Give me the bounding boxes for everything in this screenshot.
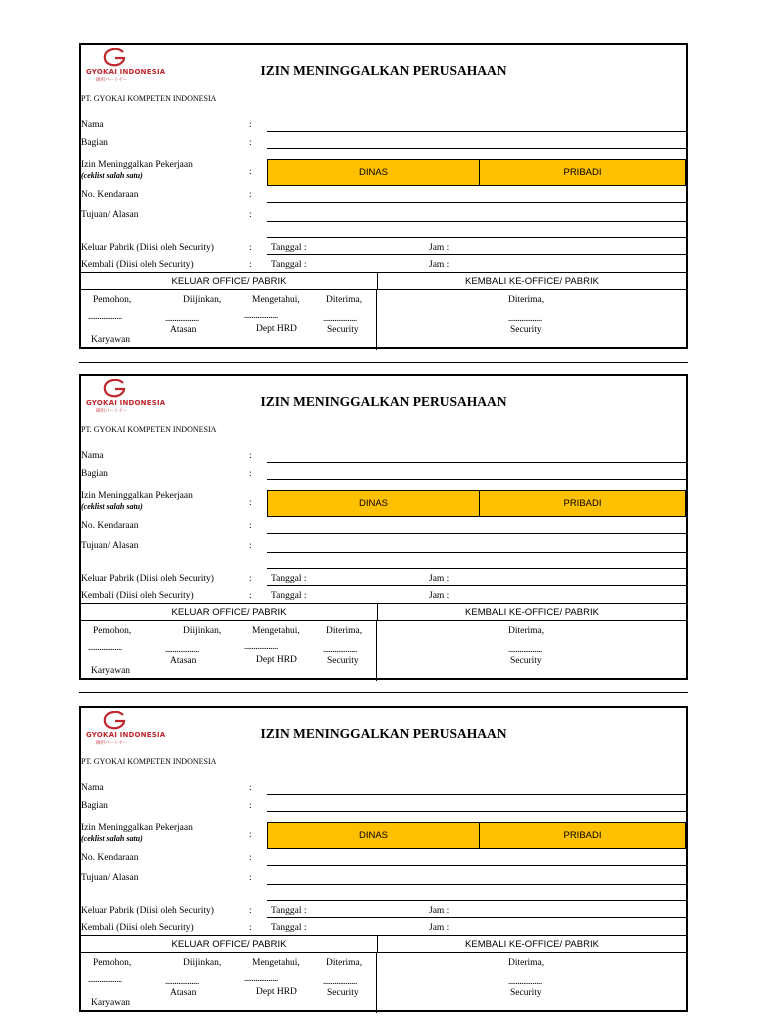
sig-security: Security [327, 656, 359, 666]
header-keluar: KELUAR OFFICE/ PABRIK [81, 272, 378, 290]
permit-form-3 [79, 706, 688, 1012]
sig-security-dots[interactable]: .................. [323, 977, 357, 987]
sig-hrd-dots[interactable]: .................. [244, 642, 278, 652]
company-name: PT. GYOKAI KOMPETEN INDONESIA [81, 425, 217, 434]
label-nama: Nama [81, 451, 104, 461]
field-tujuan-line-1[interactable] [267, 884, 686, 885]
field-tujuan-line-2[interactable] [267, 237, 686, 238]
colon: : [249, 210, 252, 220]
colon: : [249, 138, 252, 148]
column-divider [376, 290, 377, 350]
logo-wordmark: GYOKAI INDONESIA [86, 68, 166, 76]
colon: : [249, 469, 252, 479]
field-kendaraan-line[interactable] [267, 865, 686, 866]
colon: : [249, 521, 252, 531]
sig-diterima-kembali-label: Diterima, [508, 295, 545, 305]
colon: : [249, 574, 252, 584]
option-pribadi[interactable]: PRIBADI [479, 490, 686, 517]
sig-karyawan: Karyawan [91, 998, 131, 1008]
field-nama-line[interactable] [267, 794, 686, 795]
sig-diijinkan-label: Diijinkan, [183, 626, 222, 636]
sig-pemohon-dots[interactable]: .................. [88, 312, 122, 322]
column-divider [376, 953, 377, 1013]
field-kendaraan-line[interactable] [267, 533, 686, 534]
sig-diterima-kembali-label: Diterima, [508, 958, 545, 968]
label-izin-note: (ceklist salah satu) [81, 171, 143, 180]
sig-security: Security [327, 988, 359, 998]
header-keluar: KELUAR OFFICE/ PABRIK [81, 935, 378, 953]
sig-security-dots[interactable]: .................. [323, 645, 357, 655]
label-tujuan: Tujuan/ Alasan [81, 541, 139, 551]
field-tujuan-line-1[interactable] [267, 552, 686, 553]
sig-karyawan: Karyawan [91, 666, 131, 676]
logo-subtitle: 御用パートナー [96, 409, 128, 414]
form-title: IZIN MENINGGALKAN PERUSAHAAN [260, 394, 507, 409]
sig-atasan: Atasan [170, 656, 197, 666]
label-keluar: Keluar Pabrik (Diisi oleh Security) [81, 574, 214, 584]
sig-mengetahui-label: Mengetahui, [252, 626, 300, 636]
sig-mengetahui-label: Mengetahui, [252, 295, 300, 305]
sig-pemohon-label: Pemohon, [93, 958, 132, 968]
field-nama-line[interactable] [267, 462, 686, 463]
label-tujuan: Tujuan/ Alasan [81, 873, 139, 883]
sig-dept-hrd: Dept HRD [256, 655, 297, 665]
sig-security: Security [327, 325, 359, 335]
sig-diterima-kembali-label: Diterima, [508, 626, 545, 636]
sig-pemohon-label: Pemohon, [93, 295, 132, 305]
label-tanggal: Tanggal : [271, 591, 307, 601]
logo-subtitle: 御用パートナー [96, 741, 128, 746]
label-keluar: Keluar Pabrik (Diisi oleh Security) [81, 243, 214, 253]
sig-karyawan: Karyawan [91, 335, 131, 345]
cut-line-1 [79, 362, 688, 363]
sig-pemohon-label: Pemohon, [93, 626, 132, 636]
sig-security-kembali: Security [510, 656, 542, 666]
cut-line-2 [79, 692, 688, 693]
field-bagian-line[interactable] [267, 811, 686, 812]
sig-diijinkan-label: Diijinkan, [183, 295, 222, 305]
label-tanggal: Tanggal : [271, 923, 307, 933]
field-keluar-line[interactable] [267, 254, 686, 255]
sig-diterima-label: Diterima, [326, 626, 363, 636]
colon: : [249, 541, 252, 551]
label-jam: Jam : [429, 243, 450, 253]
label-izin: Izin Meninggalkan Pekerjaan [81, 491, 193, 501]
label-kendaraan: No. Kendaraan [81, 190, 139, 200]
form-title: IZIN MENINGGALKAN PERUSAHAAN [260, 726, 507, 741]
sig-hrd-dots[interactable]: .................. [244, 311, 278, 321]
sig-atasan-dots[interactable]: .................. [165, 314, 199, 324]
label-kendaraan: No. Kendaraan [81, 853, 139, 863]
sig-security-kembali-dots[interactable]: .................. [508, 977, 542, 987]
option-dinas[interactable]: DINAS [267, 159, 480, 186]
label-bagian: Bagian [81, 138, 108, 148]
sig-pemohon-dots[interactable]: .................. [88, 643, 122, 653]
company-name: PT. GYOKAI KOMPETEN INDONESIA [81, 94, 217, 103]
field-kendaraan-line[interactable] [267, 202, 686, 203]
sig-dept-hrd: Dept HRD [256, 324, 297, 334]
colon: : [249, 591, 252, 601]
form-title: IZIN MENINGGALKAN PERUSAHAAN [260, 63, 507, 78]
company-name: PT. GYOKAI KOMPETEN INDONESIA [81, 757, 217, 766]
option-dinas[interactable]: DINAS [267, 490, 480, 517]
sig-security-kembali-dots[interactable]: .................. [508, 645, 542, 655]
label-bagian: Bagian [81, 801, 108, 811]
label-kembali: Kembali (Diisi oleh Security) [81, 923, 194, 933]
permit-form-2 [79, 374, 688, 680]
header-kembali: KEMBALI KE-OFFICE/ PABRIK [378, 272, 686, 290]
label-jam: Jam : [429, 591, 450, 601]
colon: : [249, 873, 252, 883]
colon: : [249, 830, 252, 840]
field-bagian-line[interactable] [267, 148, 686, 149]
field-tujuan-line-2[interactable] [267, 568, 686, 569]
label-kembali: Kembali (Diisi oleh Security) [81, 591, 194, 601]
label-izin-note: (ceklist salah satu) [81, 834, 143, 843]
field-nama-line[interactable] [267, 131, 686, 132]
header-keluar: KELUAR OFFICE/ PABRIK [81, 603, 378, 621]
label-keluar: Keluar Pabrik (Diisi oleh Security) [81, 906, 214, 916]
label-nama: Nama [81, 783, 104, 793]
logo-wordmark: GYOKAI INDONESIA [86, 399, 166, 407]
field-keluar-line[interactable] [267, 917, 686, 918]
sig-atasan-dots[interactable]: .................. [165, 977, 199, 987]
colon: : [249, 167, 252, 177]
header-kembali: KEMBALI KE-OFFICE/ PABRIK [378, 935, 686, 953]
field-bagian-line[interactable] [267, 479, 686, 480]
label-izin: Izin Meninggalkan Pekerjaan [81, 160, 193, 170]
sig-diijinkan-label: Diijinkan, [183, 958, 222, 968]
logo-subtitle: 御用パートナー [96, 78, 128, 83]
logo-wordmark: GYOKAI INDONESIA [86, 731, 166, 739]
colon: : [249, 783, 252, 793]
colon: : [249, 120, 252, 130]
label-tanggal: Tanggal : [271, 574, 307, 584]
label-jam: Jam : [429, 260, 450, 270]
field-tujuan-line-2[interactable] [267, 900, 686, 901]
option-pribadi[interactable]: PRIBADI [479, 822, 686, 849]
sig-security-kembali: Security [510, 988, 542, 998]
field-keluar-line[interactable] [267, 585, 686, 586]
colon: : [249, 451, 252, 461]
sig-diterima-label: Diterima, [326, 958, 363, 968]
sig-diterima-label: Diterima, [326, 295, 363, 305]
field-tujuan-line-1[interactable] [267, 221, 686, 222]
label-bagian: Bagian [81, 469, 108, 479]
sig-security-kembali-dots[interactable]: .................. [508, 314, 542, 324]
label-tujuan: Tujuan/ Alasan [81, 210, 139, 220]
column-divider [376, 621, 377, 681]
sig-security-kembali: Security [510, 325, 542, 335]
label-kembali: Kembali (Diisi oleh Security) [81, 260, 194, 270]
colon: : [249, 243, 252, 253]
colon: : [249, 906, 252, 916]
option-pribadi[interactable]: PRIBADI [479, 159, 686, 186]
permit-form-1 [79, 43, 688, 349]
colon: : [249, 801, 252, 811]
label-nama: Nama [81, 120, 104, 130]
label-jam: Jam : [429, 906, 450, 916]
sig-dept-hrd: Dept HRD [256, 987, 297, 997]
colon: : [249, 923, 252, 933]
label-jam: Jam : [429, 923, 450, 933]
sig-pemohon-dots[interactable]: .................. [88, 975, 122, 985]
label-izin-note: (ceklist salah satu) [81, 502, 143, 511]
sig-atasan: Atasan [170, 988, 197, 998]
sig-hrd-dots[interactable]: .................. [244, 974, 278, 984]
label-tanggal: Tanggal : [271, 260, 307, 270]
sig-mengetahui-label: Mengetahui, [252, 958, 300, 968]
label-kendaraan: No. Kendaraan [81, 521, 139, 531]
header-kembali: KEMBALI KE-OFFICE/ PABRIK [378, 603, 686, 621]
label-tanggal: Tanggal : [271, 243, 307, 253]
label-jam: Jam : [429, 574, 450, 584]
colon: : [249, 498, 252, 508]
sig-security-dots[interactable]: .................. [323, 314, 357, 324]
colon: : [249, 190, 252, 200]
sig-atasan-dots[interactable]: .................. [165, 645, 199, 655]
label-tanggal: Tanggal : [271, 906, 307, 916]
option-dinas[interactable]: DINAS [267, 822, 480, 849]
label-izin: Izin Meninggalkan Pekerjaan [81, 823, 193, 833]
colon: : [249, 260, 252, 270]
sig-atasan: Atasan [170, 325, 197, 335]
colon: : [249, 853, 252, 863]
